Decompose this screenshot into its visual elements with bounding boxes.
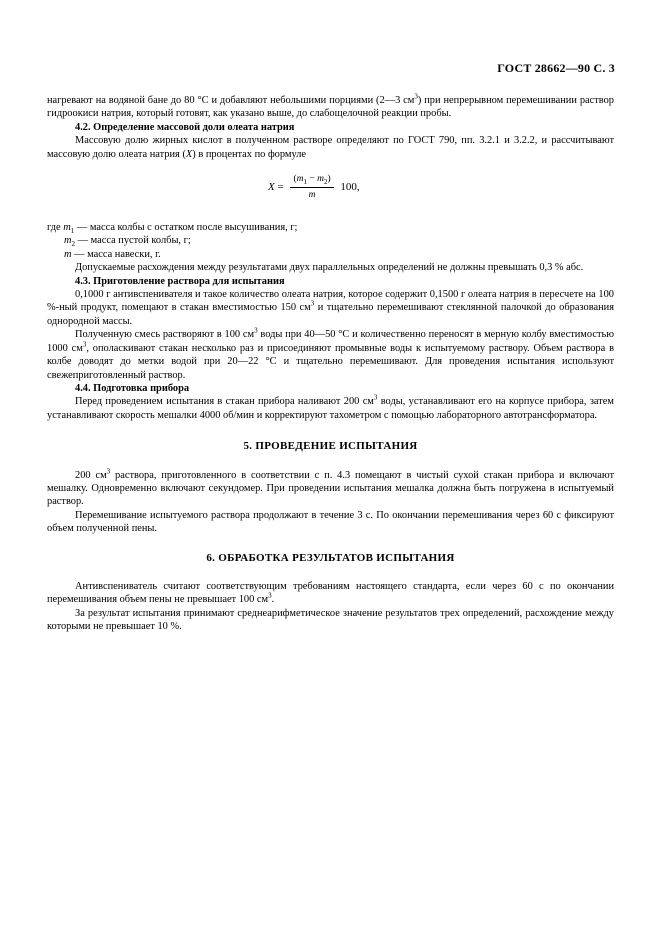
section-6-heading: 6. ОБРАБОТКА РЕЗУЛЬТАТОВ ИСПЫТАНИЯ (206, 551, 455, 564)
section-4-3-title: 4.3. Приготовление раствора для испытания (75, 275, 285, 287)
section-4-3-paragraph-1: 0,1000 г антивспенивателя и такое количество олеата натрия, которое содержит 0,1500 г олеата натрия в пересчете на 100 %-ный продукт, помещают в стакан вместимостью 150 $см^3$ и тщательно перемешивают стеклянной палочкой до образования однородной массы. (47, 289, 614, 327)
section-4-3-paragraph-2: Полученную смесь растворяют в 100 $см^3$ воды при 40—50 °С и количественно переносят в мерную колбу вместимостью 1000 $см^3$, ополаскивают стакан несколько раз и присоединяют промывные воды к испытуемому раствору. Объем раствора в колбе доводят до метки водой при 20—22 °С и тщательно перемешивают. Для проведения испытания используют свежеприготовленный раствор. (47, 326, 614, 381)
section-4-2-paragraph: Массовую долю жирных кислот в полученном растворе определяют по ГОСТ 790, пп. 3.2.1 и 3.2.2, и рассчитывают массовую долю олеата натрия (X) в процентах по формуле (47, 135, 614, 160)
formula-legend-m2: $m_2$ — масса пустой колбы, г; (64, 235, 191, 249)
document-body (47, 60, 614, 634)
section-4-4-title: 4.4. Подготовка прибора (75, 382, 190, 394)
section-4-2-title: 4.2. Определение массовой доли олеата натрия (75, 121, 295, 133)
section-4-4-paragraph: Перед проведением испытания в стакан прибора наливают 200 $см^3$ воды, устанавливают его на корпусе прибора, затем устанавливают скорость мешалки 4000 об/мин и корректируют тахометром с помощью лабораторного автотрансформатора. (47, 393, 614, 421)
page-header: ГОСТ 28662—90 С. 3 (497, 61, 615, 75)
mass-fraction-formula: X = $\frac{(m_1 - m_2)}{m}$ 100, (268, 174, 360, 201)
section-6-paragraph-1: Антивспениватель считают соответствующим требованиям настоящего стандарта, если через 60 с по окончании перемешивания объем пены не превышает 100 $см^3$. (47, 580, 614, 606)
section-6-paragraph-2: За результат испытания принимают среднеарифметическое значение результатов трех определений, расхождение между которыми не превышает 10 %. (47, 607, 614, 633)
section-5-heading: 5. ПРОВЕДЕНИЕ ИСПЫТАНИЯ (243, 440, 418, 453)
formula-legend-m1: где $m_1$ — масса колбы с остатком после высушивания, г; (47, 222, 298, 236)
formula-legend-m: m — масса навески, г. (64, 248, 161, 260)
section-5-paragraph-2: Перемешивание испытуемого раствора продолжают в течение 3 с. По окончании перемешивания через 60 с фиксируют объем полученной пены. (47, 509, 614, 535)
section-4-2-tolerance: Допускаемые расхождения между результатами двух параллельных определений не должны превышать 0,3 % абс. (75, 262, 584, 274)
intro-paragraph: нагревают на водяной бане до 80 °С и добавляют небольшими порциями (2—3 $см^3$) при непрерывном перемешивании раствор гидроокиси натрия, который готовят, как указано выше, до слабощелочной реакции пробы. (47, 92, 615, 120)
section-5-paragraph-1: 200 $см^3$ раствора, приготовленного в соответствии с п. 4.3 помещают в чистый сухой стакан прибора и включают мешалку. Одновременно включают секундомер. При проведении испытания мешалка должна быть погружена в испытуемый раствор. (47, 467, 614, 508)
